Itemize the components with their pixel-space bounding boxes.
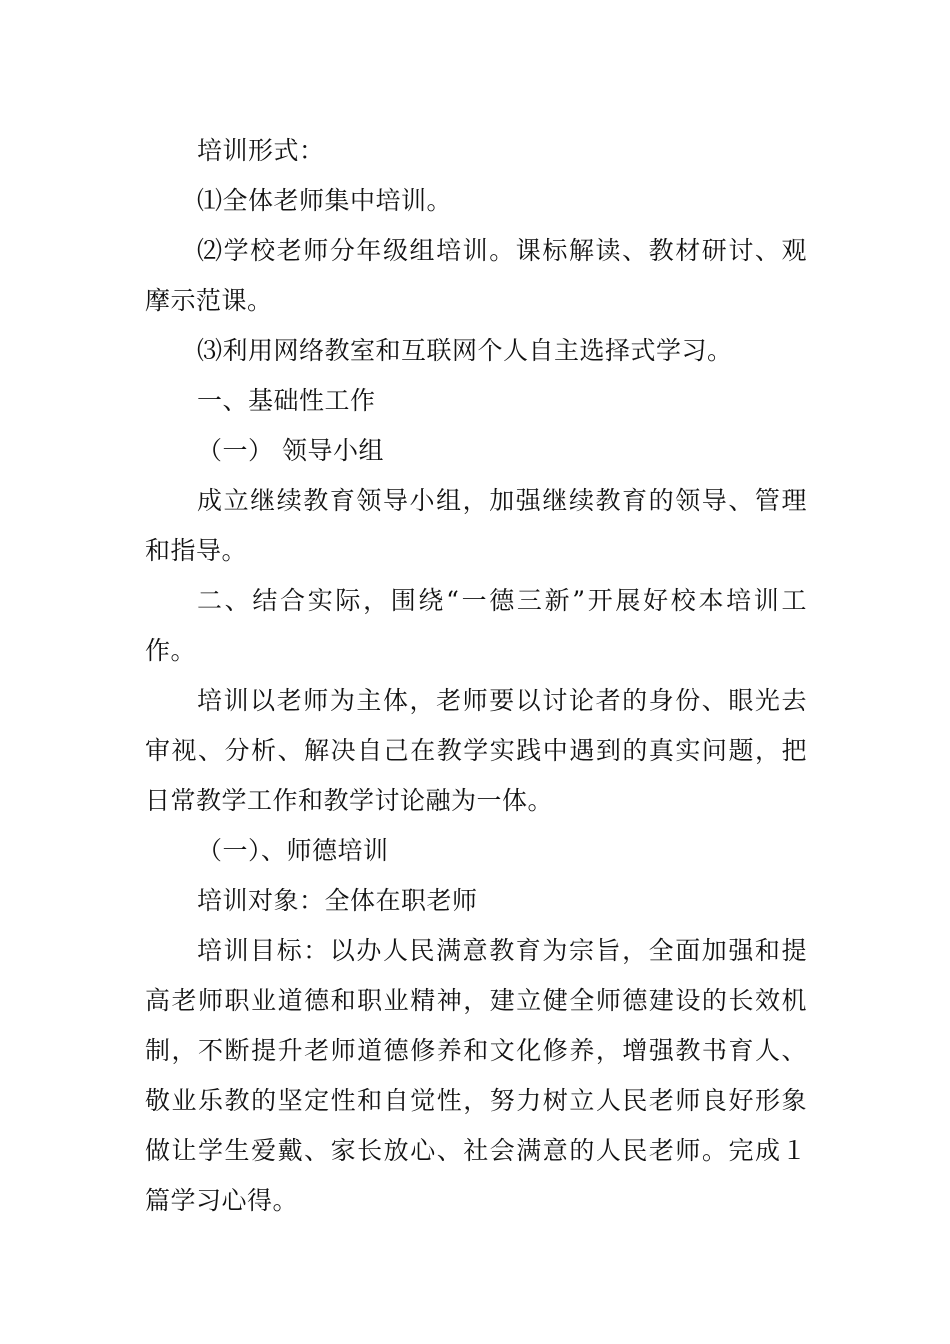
section-heading-1: 一、基础性工作 <box>197 386 376 415</box>
document-body <box>145 126 807 1226</box>
paragraph-item-1: ⑴全体老师集中培训。 <box>197 186 453 215</box>
paragraph-leadership: 成立继续教育领导小组，加强继续教育的领导、管理和指导。 <box>145 486 807 565</box>
paragraph-training-goal: 培训目标：以办人民满意教育为宗旨，全面加强和提高老师职业道德和职业精神，建立健全师德建设的长效机制，不断提升老师道德修养和文化修养，增强教书育人、敬业乐教的坚定性和自觉性，努力树立人民老师良好形象做让学生爱戴、家长放心、社会满意的人民老师。完成１篇学习心得。 <box>145 936 807 1215</box>
paragraph-training-form: 培训形式： <box>197 136 325 165</box>
section-heading-2: 二、结合实际，围绕“一德三新”开展好校本培训工作。 <box>145 586 807 665</box>
paragraph-item-3: ⑶利用网络教室和互联网个人自主选择式学习。 <box>197 336 733 365</box>
paragraph-item-2: ⑵学校老师分年级组培训。课标解读、教材研讨、观摩示范课。 <box>145 236 807 315</box>
subsection-heading-leadership: （一） 领导小组 <box>197 436 384 465</box>
subsection-heading-ethics: （一）、师德培训 <box>197 836 389 865</box>
paragraph-training-target: 培训对象：全体在职老师 <box>197 886 478 915</box>
paragraph-teacher-subject: 培训以老师为主体，老师要以讨论者的身份、眼光去审视、分析、解决自己在教学实践中遇到的真实问题，把日常教学工作和教学讨论融为一体。 <box>145 686 807 815</box>
